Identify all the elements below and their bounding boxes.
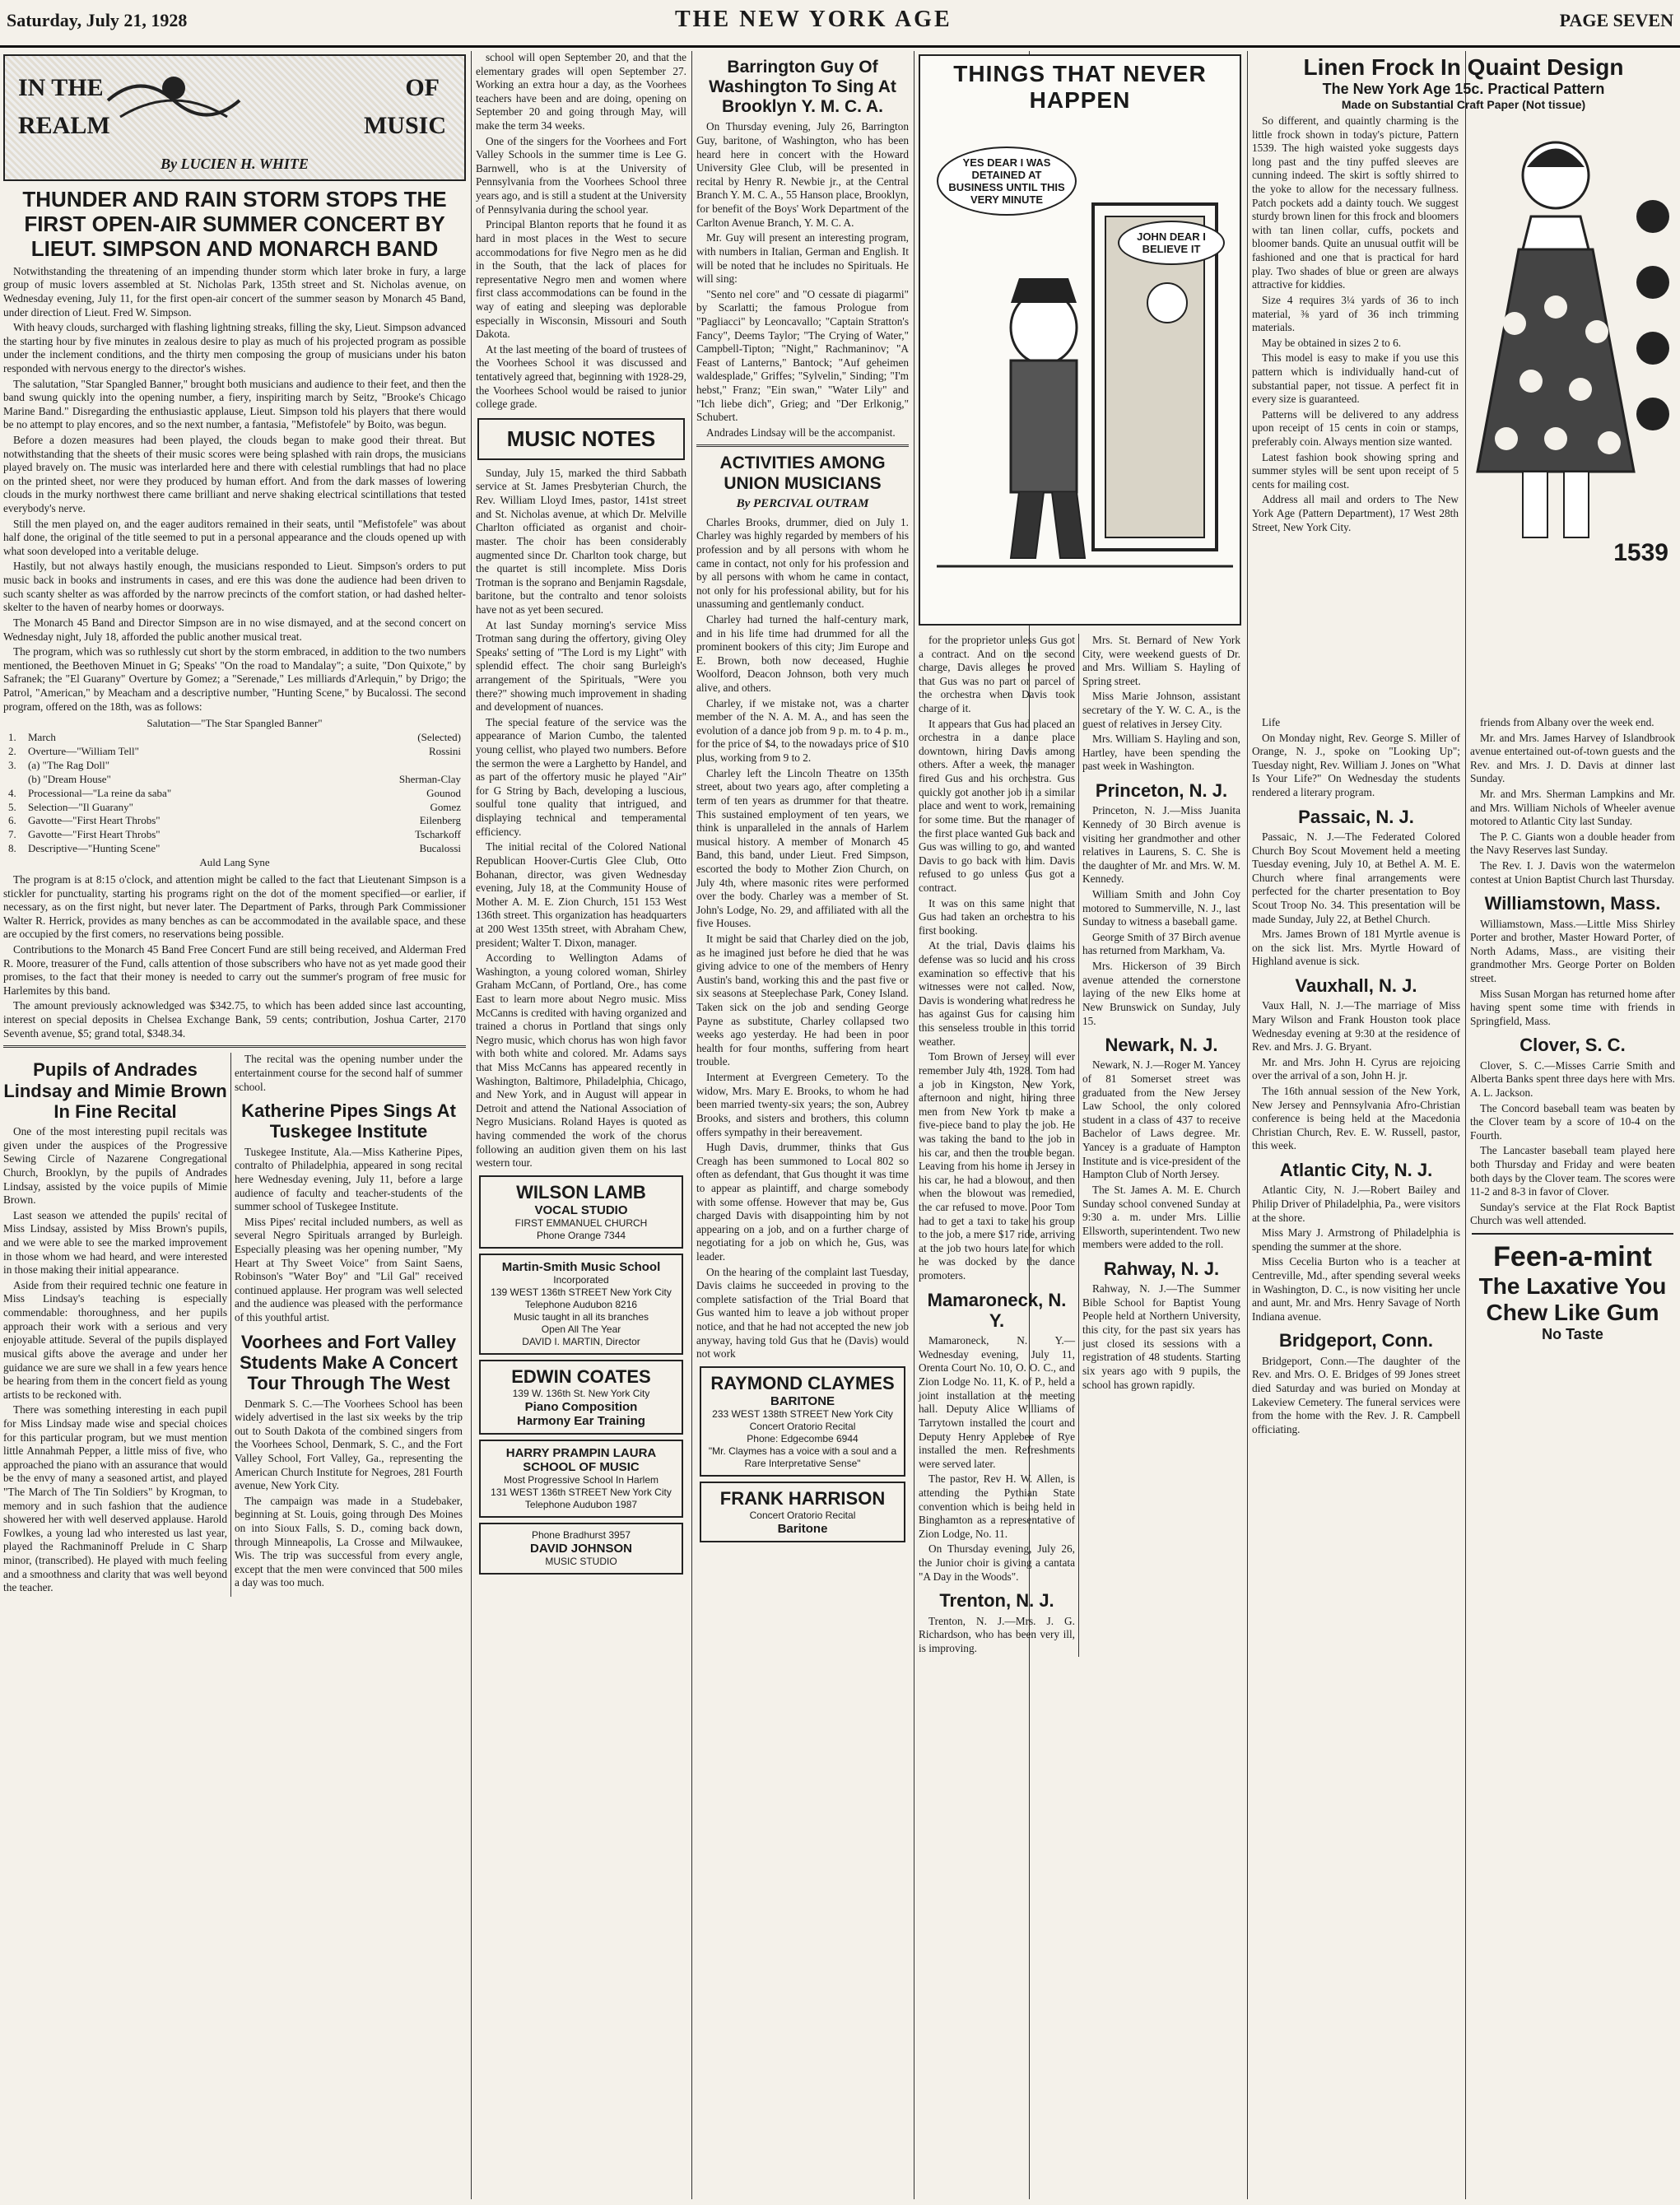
ad-name: Martin-Smith Music School: [501, 1259, 661, 1274]
frock-subtitle: The New York Age 15c. Practical Pattern: [1322, 81, 1605, 97]
frock-text: [1252, 114, 1459, 582]
article-paragraph: The salutation, "Star Spangled Banner," brought both musicians and audience to their feet, and then the band swung quickly into the opening number, a fiery, inspiriting march by Seitz, "Brooke's Chicago Marine Band." Disregarding the enthusiastic applause, Lieut. Simpson told his players that there would be no attempt to play encores, and so the next number, a fantasia, "Mefistofele" by Boito, was begun.: [3, 377, 466, 431]
column-4-text: [915, 634, 1078, 1657]
mamaroneck-headline: Mamaroneck, N. Y.: [927, 1289, 1067, 1331]
article-paragraph: Patterns will be delivered to any address upon receipt of 15 cents in coin or stamps, preferably coin. Always mention size wanted.: [1252, 407, 1459, 449]
princeton-headline: Princeton, N. J.: [1095, 780, 1228, 802]
article-paragraph: Clover, S. C.—Misses Carrie Smith and Alberta Banks spent three days here with Mrs. A. L. Jackson.: [1470, 1058, 1675, 1099]
column-rule: [1247, 51, 1248, 2199]
program-row: [8, 828, 461, 842]
article-paragraph: The special feature of the service was the appearance of Marion Cumbo, the talented young cellist, who played two numbers. Before the sermon the were a Larghetto by Handel, and as part of the offertory music he played "Air" for G String by Bach, developing a luscious, soulful tone quality that intrigued, and displaying technical and temperamental efficiency.: [476, 715, 686, 838]
program-composer: Gomez: [430, 800, 461, 813]
speech-bubble-wife: JOHN DEAR I BELIEVE IT: [1118, 221, 1225, 265]
ad-name: WILSON LAMB: [516, 1181, 646, 1203]
article-paragraph: Mr. and Mrs. John H. Cyrus are rejoicing over the arrival of a son, John H. jr.: [1252, 1055, 1460, 1082]
article-paragraph: Williamstown, Mass.—Little Miss Shirley Porter and brother, Master Howard Porter, of North Adams, Mass., are visiting their grandmother Mrs. George Porter on Bolden street.: [1470, 917, 1675, 985]
ad-director: DAVID I. MARTIN, Director: [522, 1335, 640, 1347]
ad-raymond-claymes: [700, 1366, 905, 1477]
cartoon-panel: [919, 54, 1241, 626]
article-paragraph: Mrs. Hickerson of 39 Birch avenue attended the cornerstone laying of the new Elks home at New Brunswick on Sunday, July 15.: [1082, 960, 1240, 1027]
program-row: [8, 731, 461, 745]
article-paragraph: On Monday night, Rev. George S. Miller of Orange, N. J., spoke on "Looking Up"; Tuesday night, Rev. William J. Jones on "What Is Your Life?" On Wednesday the students rendered a literary program.: [1252, 731, 1460, 799]
program-row: [8, 745, 461, 759]
article-paragraph: Miss Marie Johnson, assistant secretary of the Y. W. C. A., is the guest of relatives in Jersey City.: [1082, 690, 1240, 730]
article-paragraph: The amount previously acknowledged was $342.75, to which has been added since last accounting, interest on special deposits in Chelsea Exchange Bank, 59 cents; contribution, Joshua Carter, 2170 Seventh avenue, $5; grand total, $348.34.: [3, 999, 466, 1040]
article-paragraph: Miss Mary J. Armstrong of Philadelphia is spending the summer at the shore.: [1252, 1226, 1460, 1253]
article-paragraph: So different, and quaintly charming is the little frock shown in today's picture, Pattern 1539. The high waisted yoke suggests days long past and the tiny puffed sleeves are cunning indeed. The skirt is softly shirred to the yoke to allow for the necessary fullness. Patch pockets add a dainty touch. We suggest sturdy brown linen for this frock and bloomers with tan linen collar, cuffs, pockets and bloomer bands. Quite an unusual outfit will be fashioned and one that is practical for hard play. Two shades of blue or green are always attractive for kiddies.: [1252, 114, 1459, 291]
speech-bubble-husband: YES DEAR I WAS DETAINED AT BUSINESS UNTIL THIS VERY MINUTE: [937, 147, 1077, 216]
cartoon-drawing-icon: [920, 56, 1241, 616]
ad-tel: Phone: Edgecombe 6944: [747, 1432, 859, 1444]
article-paragraph: On Thursday evening, July 26, Barrington Guy, baritone, of Washington, who has been heard here in concert with the Howard University Glee Club, will be presented in recital by Henry R. Newbie jr., at the Central Branch Y. M. C. A., 55 Hanson place, Brooklyn, for benefit of the Boys' Work Department of the Carlton Avenue Branch, Y. M. C. A.: [696, 120, 909, 229]
program-row: [8, 814, 461, 828]
program-number: 1.: [8, 731, 16, 744]
program-composer: Sherman-Clay: [398, 772, 461, 785]
andrades-article-cont: [235, 1053, 463, 1094]
program-end: Auld Lang Syne: [199, 856, 270, 869]
article-paragraph: Sunday, July 15, marked the third Sabbath service at St. James Presbyterian Church, the Rev. William Lloyd Imes, pastor, 141st street and St. Nicholas avenue, at which Dr. Melville Charlton officiated as organist and choir-master. The choir has been considerably augmented since Dr. Charlton took charge, but the quartet is still incomplete. Miss Doris Trotman is the soprano and Benjamin Ragsdale, baritone, but the contralto and tenor soloists have not as yet been secured.: [476, 466, 686, 616]
article-paragraph: Principal Blanton reports that he found it as hard in most places in the West to secure accommodations for five Negro men as he did in the South, that the lack of places for representative Negro men and women where first class accommodations can be found in the way of eating and sleeping was deplorable especially in Wisconsin, Missouri and South Dakota.: [476, 218, 686, 341]
barrington-article: [696, 120, 909, 440]
ad-frank-harrison: [700, 1482, 905, 1542]
column-2: [472, 51, 690, 2199]
program-number: 4.: [8, 786, 16, 799]
article-paragraph: Mrs. St. Bernard of New York City, were weekend guests of Dr. and Mrs. William S. Hayling of Spring street.: [1082, 634, 1240, 687]
trenton-headline: Trenton, N. J.: [939, 1590, 1054, 1612]
article-paragraph: Mr. and Mrs. James Harvey of Islandbrook avenue entertained out-of-town guests and the Rev. and Mrs. J. D. Davis at dinner last Sunday.: [1470, 731, 1675, 785]
music-notes-header: MUSIC NOTES: [477, 418, 685, 460]
katherine-pipes-article: [235, 1146, 463, 1325]
ad-sub: VOCAL STUDIO: [534, 1203, 628, 1217]
williamstown-headline: Williamstown, Mass.: [1484, 893, 1661, 914]
clover-headline: Clover, S. C.: [1519, 1035, 1626, 1056]
ad-david-johnson: [479, 1523, 683, 1575]
barrington-headline: Barrington Guy Of Washington To Sing At Brooklyn Y. M. C. A.: [709, 58, 896, 117]
article-paragraph: At last Sunday morning's service Miss Trotman sang during the offertory, giving Oley Speaks' setting of "The Lord is my Light" with splendid effect. The choir sang Burleigh's arrangement of the Spirituals, "Were you there?" showing much improvement in shading and development of nuances.: [476, 618, 686, 714]
ad-wilson-lamb: [479, 1175, 683, 1249]
linen-frock-feature: [1249, 51, 1678, 709]
ad-brand: Feen-a-mint: [1493, 1241, 1652, 1273]
article-paragraph: Charley left the Lincoln Theatre on 135th street, about two years ago, after completing a term of ten years as drummer for that theatre. This sustained employment of ten years, we think is unparalleled in the annals of Harlem musical history. A member of Monarch 45 Band, this band, under Lieut. Fred Simpson, escorted the body to Mother Zion Church, on July 4th, where masonic rites were performed over the body. Charley was a member of St. John's Lodge, No. 29, and affiliated with all the five Houses.: [696, 766, 909, 930]
realm-line2a: REALM: [18, 112, 110, 139]
article-paragraph: Mrs. James Brown of 181 Myrtle avenue is on the sick list. Mrs. Myrtle Howard of Highland avenue is sick.: [1252, 928, 1460, 968]
jersey-notes: [1082, 634, 1240, 774]
article-paragraph: Mr. Guy will present an interesting program, with numbers in Italian, German and English. It will be noted that he includes no Spirituals. He will sing:: [696, 231, 909, 286]
ad-phone: Phone Orange 7344: [536, 1229, 626, 1241]
ad-name: FRANK HARRISON: [719, 1487, 886, 1509]
andrades-headline: Pupils of Andrades Lindsay and Mimie Brown In Fine Recital: [3, 1059, 227, 1122]
williamstown-article: [1470, 918, 1675, 1029]
ad-phone: Phone Bradhurst 3957: [531, 1528, 631, 1541]
article-paragraph: Mr. and Mrs. Sherman Lampkins and Mr. and Mrs. William Nichols of Wheeler avenue motored to Atlantic City last Sunday.: [1470, 788, 1675, 828]
program-number: [8, 773, 28, 787]
program-row: [8, 801, 461, 815]
activities-article: [696, 516, 909, 1361]
article-paragraph: The recital was the opening number under the entertainment course for the second half of summer school.: [235, 1053, 463, 1093]
program-number: 3.: [8, 758, 16, 771]
ad-tel: Telephone Audubon 8216: [524, 1298, 638, 1310]
article-paragraph: This model is easy to make if you use this pattern which is individually hand-cut of substantial paper, not tissue. A perfect fit in every size is guaranteed.: [1252, 351, 1459, 406]
ornament-icon: [104, 67, 244, 133]
ad-addr: 139 WEST 136th STREET New York City: [491, 1286, 672, 1298]
column-7: [1467, 716, 1678, 2198]
ad-line: Music taught in all its branches: [513, 1310, 649, 1323]
column-6: [1249, 716, 1464, 2198]
article-paragraph: The program, which was so ruthlessly cut short by the storm embraced, in addition to the two numbers mentioned, the Beethoven Minuet in G; Speaks' "On the road to Mandalay"; a suite, "Don Quixote," by Safranek; the "El Guarany" Overture by Gomez; a "Serenade," Les milliards d'Arlequin," by Drigo; the Patrol, "American," by Meacham and a descriptive number, "Hunting Scene," by Bucalossi. The second program, offered on the 18th, was as follows:: [3, 645, 466, 713]
article-paragraph: Passaic, N. J.—The Federated Colored Church Boy Scout Movement held a meeting Tuesday evening, July 10, at Bethel A. M. E. Church where final arrangements were perfected for the charter presentation to Boy Scout Troop No. 34. This presentation will be made Sunday, July 22, at Bethel Church.: [1252, 830, 1460, 925]
article-paragraph: The campaign was made in a Studebaker, beginning at St. Louis, going through Des Moines on into Sioux Falls, S. D., coming back down, through Minneapolis, La Crosse and Milwaukee, Wis. The trip was successful from every angle, except that the men were convinced that 500 miles a day was too much.: [235, 1494, 463, 1589]
program-piece: (b) "Dream House": [28, 772, 111, 785]
article-paragraph: It might be said that Charley died on the job, as he imagined just before he died that he was giving advice to one of the members of Henry Austin's band, working this and the past five or six seasons at Steeplechase Park, Coney Island. Taken sick on the job and sending George Payne as substitute, Charley collapsed two weeks ago yesterday. He had been in poor health for four months, suffering from heart trouble.: [696, 933, 909, 1068]
rahway-article: [1082, 1282, 1240, 1392]
column-rule: [691, 51, 692, 2199]
article-paragraph: Sunday's service at the Flat Rock Baptist Church was well attended.: [1470, 1200, 1675, 1227]
article-paragraph: Charley had turned the half-century mark, and in his life time had drummed for all the prominent bookers of this city; Jim Europe and E. Brown, both now deceased, Hughie Woolford, Deacon Johnson, both very much alive, and others.: [696, 612, 909, 695]
ad-sub: SCHOOL OF MUSIC: [523, 1459, 640, 1474]
girl-dress-icon: [1465, 118, 1675, 579]
realm-line2b: MUSIC: [363, 112, 446, 139]
ad-name: HARRY PRAMPIN LAURA: [505, 1445, 657, 1460]
program-row: [8, 773, 461, 787]
paper-name: THE NEW YORK AGE: [675, 7, 952, 32]
voorhees-continued: [476, 51, 686, 412]
article-paragraph: for the proprietor unless Gus got a contract. And on the second charge, Davis alleges he proved that Gus was no part or parcel of the orchestra when Davis took charge of it.: [919, 634, 1075, 715]
ad-line: Piano Composition: [524, 1399, 638, 1414]
column-5-text: [1078, 634, 1244, 1657]
ad-line: Harmony Ear Training: [517, 1413, 645, 1428]
article-paragraph: There was something interesting in each pupil for Miss Lindsay made wise and special choices for this particular program, but we must mention little Annahmah Pepper, a little miss of five, who approached the piano with an assurance that would be the envy of many a seasoned artist, and played "The March of The Tin Soldiers" by Krogman, to memory and in such fashion that the audience showered her with well deserved applause. Harold Fowlkes, a young lad who interested us last year, played the Rachmaninoff Prelude in C Sharp minor, (transcribed). He played with much feeling and a smoothness and clarity that was well beyond the teacher.: [3, 1403, 227, 1594]
article-paragraph: Notwithstanding the threatening of an impending thunder storm which later broke in fury, a large group of music lovers assembled at St. Nicholas Park, 135th street and St. Nicholas avenue, on Wednesday evening, July 11, for the first open-air concert of the summer season by Monarch 45 Band, under direction of Lieut. Fred W. Simpson.: [3, 264, 466, 319]
ad-sub: Baritone: [777, 1521, 828, 1536]
passaic-article: [1252, 830, 1460, 969]
activities-headline: ACTIVITIES AMONG UNION MUSICIANS: [719, 454, 886, 493]
frock-title: Linen Frock In Quaint Design: [1303, 54, 1624, 80]
princeton-article: [1082, 804, 1240, 1028]
article-paragraph: Vaux Hall, N. J.—The marriage of Miss Mary Wilson and Frank Houston took place Wednesday evening at 9:30 at the residence of Rev. and Mrs. J. G. Bryant.: [1252, 999, 1460, 1054]
ad-name: DAVID JOHNSON: [530, 1541, 632, 1556]
program-composer: [362, 759, 461, 773]
article-paragraph: Newark, N. J.—Roger M. Yancey of 81 Somerset street was graduated from the New Jersey Law School, the only colored student in a class of 437 to receive Bachelor of Laws degree. Mr. Yancey is a graduate of Hampton Institute and is vice-president of the Hampton Club of North Jersey.: [1082, 1058, 1240, 1181]
ad-name: RAYMOND CLAYMES: [710, 1372, 895, 1393]
program-number: 6.: [8, 814, 16, 827]
ad-sub: Incorporated: [553, 1273, 609, 1286]
issue-date: Saturday, July 21, 1928: [7, 10, 188, 30]
newark-headline: Newark, N. J.: [1105, 1035, 1218, 1056]
article-paragraph: Hugh Davis, drummer, thinks that Gus Creagh has been summoned to Local 802 so often as defendant, that Gus thought it was time to appear as plaintiff, and charge somebody with some offense. However that may be, Gus charged Davis with disappointing him by not appearing on a job, and on a further charge of negotiating for a job on which he, Gus, was leader.: [696, 1141, 909, 1263]
thunder-article-cont: [3, 873, 466, 1040]
article-paragraph: According to Wellington Adams of Washington, a young colored woman, Shirley Graham McCann, of Portland, Ore., has come East to learn more about Negro music. Miss McCanns is credited with having organized and trained a chorus in Portland that sings only Negro music, which chorus has won high favor with both white and colored. Mr. Adams says that Miss McCanns has appeared recently in Washington, Baltimore, Philadelphia, Chicago, and New York, and in August will appear in Detroit and attend the National Association of Negro Musicians. Roland Hayes is quoted as having commended the work of the chorus following an audition given them on his last western tour.: [476, 951, 686, 1170]
article-paragraph: Princeton, N. J.—Miss Juanita Kennedy of 30 Birch avenue is visiting her grandmother and other relatives in Laurens, S. C. She is the daughter of Mr. and Mrs. W. M. Kennedy.: [1082, 804, 1240, 886]
realm-byline: By LUCIEN H. WHITE: [161, 156, 309, 172]
ad-slogan: The Laxative You Chew Like Gum: [1478, 1273, 1667, 1326]
voorhees-article: [235, 1398, 463, 1591]
article-paragraph: Interment at Evergreen Cemetery. To the widow, Mrs. Mary E. Brooks, to whom he had been married twenty-six years; the son, Aubrey Brooks, and sisters and brothers, this column offers sympathy in their bereavement.: [696, 1071, 909, 1138]
music-notes-article: [476, 467, 686, 1170]
atlantic-city-article: [1252, 1184, 1460, 1323]
voorhees-headline: Voorhees and Fort Valley Students Make A Concert Tour Through The West: [240, 1331, 458, 1394]
atlantic-city-headline: Atlantic City, N. J.: [1279, 1160, 1433, 1181]
program-number: 8.: [8, 842, 16, 855]
article-paragraph: May be obtained in sizes 2 to 6.: [1262, 336, 1402, 349]
column-rule: [471, 51, 472, 2199]
article-paragraph: The Monarch 45 Band and Director Simpson are in no wise dismayed, and at the second concert on Wednesday night, July 18, afforded the public another musical treat.: [3, 616, 466, 643]
program-piece: Descriptive—"Hunting Scene": [28, 842, 161, 855]
katherine-pipes-headline: Katherine Pipes Sings At Tuskegee Institute: [241, 1100, 456, 1142]
article-paragraph: "Sento nel core" and "O cessate di piagarmi" by Scarlatti; the famous Prologue from "Pagliacci" by Leoncavallo; "Captain Stratton's Fancy", Deems Taylor; "The Crying of Water," Campbell-Tipton; "Night," Rachmaninov; "A Feast of Lanterns," Bantock; "Auf geheimen waldesplade," Griffes; "Sylvelin," Sinding; "I'm hebst," Franz; "Ein swan," "Water Lily" and "Ich liebe dich", Grieg; and "Der Erlkonig," Schubert.: [696, 287, 909, 424]
program-row: [8, 759, 461, 773]
program-number: 7.: [8, 828, 16, 841]
article-paragraph: One of the most interesting pupil recitals was given under the auspices of the Progressive Sewing Circle of Nazarene Congregational Church, Brooklyn, by the pupils of Andrades Lindsay, assisted by the voice pupils of Mimie Brown.: [3, 1125, 227, 1207]
article-paragraph: One of the singers for the Voorhees and Fort Valley Schools in the summer time is Lee G. Barnwell, who is at the University of Pennsylvania from the Voorhees School three years ago, and is still a student at the University of Pennsylvania during the school year.: [476, 134, 686, 216]
program-piece: (a) "The Rag Doll": [28, 758, 110, 771]
divider: [696, 444, 909, 447]
bridgeport-article: [1252, 1355, 1460, 1437]
passaic-headline: Passaic, N. J.: [1298, 806, 1414, 827]
article-paragraph: Tom Brown of Jersey will ever remember July 4th, 1928. Tom had a job in Kingston, New York, afternoon and night, hiring three men from New York to make a five-piece band to play the job. He was taking the band to the job in his car, and then the trouble began. Leaving from his home in Jersey in his car, he had a blowout, and then when the blowout was remedied, the car refused to move. Poor Tom had to get a taxi to take his group to the job, a mere $17 ride, arriving at the job two hours late for which he was docked by the dance promoters.: [919, 1050, 1075, 1282]
article-paragraph: Last season we attended the pupils' recital of Miss Lindsay, assisted by Miss Brown's pupils, and we were able to see the marked improvement in those whom we had heard, and were interested in those making their initial appearance.: [3, 1208, 227, 1277]
article-paragraph: Life: [1262, 716, 1281, 728]
article-paragraph: Size 4 requires 3¼ yards of 36 to inch material, ⅜ yard of 36 inch trimming materials.: [1252, 293, 1459, 334]
program-composer: Bucalossi: [419, 842, 461, 855]
ad-quote: "Mr. Claymes has a voice with a soul and a Rare Interpretative Sense": [708, 1444, 897, 1469]
article-paragraph: Contributions to the Monarch 45 Band Free Concert Fund are still being received, and Alderman Fred R. Moore, treasurer of the Fund, calls attention of those subscribers who have not as yet made good their promises, to the fact that their money is needed to carry out the summer's program of free music for Harlemites by this band.: [3, 943, 466, 997]
article-paragraph: William Smith and John Coy motored to Summerville, N. J., last Sunday to witness a baseball game.: [1082, 888, 1240, 928]
article-paragraph: It was on this same night that Gus had taken an orchestra to his first booking.: [919, 896, 1075, 937]
program-title: Salutation—"The Star Spangled Banner": [147, 717, 323, 730]
frock-illustration: [1465, 118, 1675, 579]
ad-tagline: No Taste: [1542, 1326, 1603, 1343]
andrades-article: [3, 1125, 227, 1595]
article-paragraph: Trenton, N. J.—Mrs. J. G. Richardson, who has been very ill, is improving.: [919, 1614, 1075, 1654]
program-piece: Selection—"Il Guarany": [28, 800, 133, 813]
article-paragraph: On the hearing of the complaint last Tuesday, Davis claims he succeeded in proving to the complete satisfaction of the Trial Board that Gus wanted him to leave a job without proper notice, and that he had not accepted the new job anyway, having told Gus that he (Davis) would not work: [696, 1265, 909, 1361]
frock-subtitle-2: Made on Substantial Craft Paper (Not tissue): [1341, 98, 1586, 111]
article-paragraph: Charley, if we mistake not, was a charter member of the N. A. M. A., and has seen the evolution of a dance job from 9 p. m. to 4 p. m., for the price of $4, to the nowadays price of $10 plus, working from 9 to 2.: [696, 696, 909, 765]
article-paragraph: The Lancaster baseball team played here both Thursday and Friday and were beaten both days by the Clover team. The scores were 11-2 and 8-3 in favor of Clover.: [1470, 1144, 1675, 1198]
ad-prampin: [479, 1440, 683, 1518]
program-composer: Tscharkoff: [415, 828, 461, 841]
article-paragraph: Bridgeport, Conn.—The daughter of the Rev. and Mrs. O. E. Bridges of 99 Jones street died Saturday and was buried on Monday at Lakeview Cemetery. The funeral services were from the home with the Rev. J. R. Campbell officiating.: [1252, 1354, 1460, 1435]
vauxhall-headline: Vauxhall, N. J.: [1295, 975, 1417, 997]
column-3: [693, 51, 912, 2199]
article-paragraph: It appears that Gus had placed an orchestra in a dance place downtown, hiring Davis among others. After a week, the manager fired Gus and his orchestra. Gus quickly got another job in a similar place and went to work, remaining for some time. But the manager of the first place wanted Gus back and Gus was willing to go, and wanted Davis to go back with him. Davis refused to go unless Gus got a contract.: [919, 717, 1075, 894]
article-paragraph: Rahway, N. J.—The Summer Bible School for Baptist Young People held at Northern University, this city, for the past six years has just closed its sessions with a registration of 48 students. Starting six years ago with 9 pupils, the school has grown rapidly.: [1082, 1282, 1240, 1391]
trenton-article: [919, 1615, 1075, 1656]
ad-edwin-coates: [479, 1360, 683, 1435]
column-1: [0, 51, 469, 2199]
article-paragraph: At the trial, Davis claims his defense was so lucid and his cross examination so effective that his witnesses were not called. Now, Davis is wondering what redress he has against Gus for causing him this senseless trouble in this torrid weather.: [919, 939, 1075, 1048]
page-number: PAGE SEVEN: [1559, 10, 1673, 30]
ad-addr: 131 WEST 136th STREET New York City: [491, 1486, 672, 1498]
article-paragraph: Latest fashion book showing spring and summer styles will be sent upon receipt of 5 cents for mailing cost.: [1252, 450, 1459, 491]
article-paragraph: school will open September 20, and that the elementary grades will open September 27. Working an extra hour a day, as the Voorhees teachers have been and are doing, opening on September 20 and going through May, will make the term 34 weeks.: [476, 51, 686, 133]
column-4-5-lower: [915, 634, 1245, 2198]
ad-line: Concert Oratorio Recital: [749, 1420, 856, 1432]
article-paragraph: Miss Pipes' recital included numbers, as well as several Negro Spirituals arranged by Burleigh. Especially pleasing was her opening number, "My Heart at Thy Sweet Voice" from Saint Saens, Robinson's "Water Boy" and "Lil Gal" received continued applause. Her program was well selected and the audience was pleased with the performance of this youthful artist.: [235, 1215, 463, 1324]
article-paragraph: Miss Susan Morgan has returned home after having spent some time with friends in Springfield, Mass.: [1470, 987, 1675, 1027]
program-piece: March: [28, 731, 56, 744]
ad-line: Most Progressive School In Harlem: [503, 1473, 659, 1486]
ad-line: Concert Oratorio Recital: [749, 1509, 856, 1521]
article-paragraph: The pastor, Rev H. W. Allen, is attending the Pythian State convention which is being held in Binghamton as a representative of Zion Lodge, No. 11.: [919, 1472, 1075, 1540]
ad-addr: 139 W. 136th St. New York City: [512, 1387, 650, 1399]
article-paragraph: Denmark S. C.—The Voorhees School has been widely advertised in the last six weeks by the trip out to South Dakota of the combined singers from the Voorhees School, Denmark, S. C., and the Fort Valley School, Fort Valley, Ga., representing the American Church Institute for Negroes, 281 Fourth avenue, New York City.: [235, 1397, 463, 1492]
column-7-text: [1470, 716, 1675, 886]
program-piece: Gavotte—"First Heart Throbs": [28, 814, 161, 827]
activities-continued: [919, 634, 1075, 1283]
program-composer: Rossini: [428, 744, 461, 757]
program-row: [8, 787, 461, 801]
article-paragraph: George Smith of 37 Birch avenue has returned from Markham, Va.: [1082, 930, 1240, 957]
article-paragraph: Address all mail and orders to The New York Age (Pattern Department), 17 West 28th Street, New York City.: [1252, 493, 1459, 533]
article-paragraph: The St. James A. M. E. Church Sunday school convened Sunday at 9:30 a. m. under Mrs. Lillie Ellsworth, superintendent. Two new members were added to the roll.: [1082, 1183, 1240, 1251]
program-composer: Eilenberg: [419, 814, 461, 827]
bridgeport-headline: Bridgeport, Conn.: [1279, 1330, 1433, 1351]
pattern-number: 1539: [1613, 539, 1668, 566]
program-composer: Gounod: [426, 786, 461, 799]
ad-addr: 233 WEST 138th STREET New York City: [712, 1407, 893, 1420]
realm-line1b: OF: [405, 74, 440, 101]
program-number: 2.: [8, 744, 16, 757]
article-paragraph: The P. C. Giants won a double header from the Navy Reserves last Sunday.: [1470, 830, 1675, 857]
program-row: [8, 842, 461, 856]
ad-sub: MUSIC STUDIO: [545, 1555, 617, 1567]
article-paragraph: Aside from their required technic one feature in Miss Lindsay's teaching is especially commendable: thoroughness, and her pupils approach their work with a serious and very enjoyable attitude. Several of the pupils displayed musical gifts above the average and under her guidance we are sure we shall in a few years hence be hearing from them in the concert field as young artists to be reckoned with.: [3, 1278, 227, 1401]
ad-addr: FIRST EMMANUEL CHURCH: [514, 1216, 648, 1229]
article-paragraph: Miss Cecelia Burton who is a teacher at Centreville, Md., after spending several weeks in Washington, D. C., is now visiting her uncle and aunt, Mr. and Mrs. Henry Savage of North Indiana avenue.: [1252, 1255, 1460, 1323]
article-paragraph: The Rev. I. J. Davis won the watermelon contest at Union Baptist Church last Thursday.: [1470, 859, 1675, 886]
mamaroneck-article: [919, 1334, 1075, 1584]
cartoon-title: THINGS THAT NEVER HAPPEN: [953, 61, 1207, 113]
article-paragraph: The initial recital of the Colored National Republican Hoover-Curtis Glee Club, Otto Bohanan, director, was given Wednesday evening, July 18, at the Community House of Mother A. M. E. Zion Church, 151 153 West 136th street. This organization has headquarters at 200 West 135th street, with Abraham Chew, president; Walter T. Dixon, manager.: [476, 840, 686, 949]
ad-name: EDWIN COATES: [511, 1365, 651, 1387]
ad-line: Open All The Year: [541, 1323, 621, 1335]
article-paragraph: Tuskegee Institute, Ala.—Miss Katherine Pipes, contralto of Philadelphia, appeared in song recital here Wednesday evening, July 11, before a large audience of faculty and teacher-students of the summer school of Tuskegee Institute.: [235, 1145, 463, 1213]
ad-sub: BARITONE: [770, 1393, 835, 1408]
thunder-article: [3, 265, 466, 714]
article-paragraph: Mrs. William S. Hayling and son, Hartley, have been spending the past week in Washington.: [1082, 733, 1240, 773]
article-paragraph: Andrades Lindsay will be the accompanist.: [706, 426, 896, 439]
ad-tel: Telephone Audubon 1987: [524, 1498, 638, 1510]
cartoon-area: [915, 51, 1245, 627]
article-paragraph: Before a dozen measures had been played, the clouds began to make good their threat. But notwithstanding that the sheets of their music scores were being splashed with rain drops, the musicians played bravely on. The music was interlarded here and there with celestial rumblings that had no place on the printed sheet, nor were they produced by human effort. And from the dark masses of lowering clouds in the murky northwest there came brilliant and nerve shaking electrical scintillations that tested everybody's nerve.: [3, 433, 466, 515]
program-composer: (Selected): [417, 731, 461, 744]
program-piece: Gavotte—"First Heart Throbs": [28, 828, 161, 841]
activities-byline: By PERCIVAL OUTRAM: [736, 496, 869, 510]
article-paragraph: friends from Albany over the week end.: [1480, 716, 1654, 728]
newark-article: [1082, 1058, 1240, 1252]
rahway-headline: Rahway, N. J.: [1103, 1258, 1220, 1279]
article-paragraph: The Concord baseball team was beaten by the Clover team by a score of 10-4 on the Fourth.: [1470, 1101, 1675, 1142]
realm-of-music-header: [3, 54, 466, 181]
article-paragraph: Mamaroneck, N. Y.—Wednesday evening, July 11, Orenta Court No. 10, O. O. C., and Zion Lodge No. 11, K. of P., held a joint installation at the meeting hall. Deputy Alice Williams of Tarrytown installed the court and Deputy Henry Applebee of Rye installed the men. Refreshments were served later.: [919, 1334, 1075, 1470]
ad-feen-a-mint: [1472, 1233, 1673, 1350]
realm-line1a: IN THE: [18, 74, 104, 101]
program-piece: Processional—"La reine da saba": [28, 786, 172, 799]
article-paragraph: The program is at 8:15 o'clock, and attention might be called to the fact that Lieutenant Simpson is a stickler for punctuality, starting his programs right on the dot of the moment specified—or earlier, if necessary, as on the first night, but never later. The Department of Parks, through Park Commissioner Walter R. Herrick, provides as many benches as can be accommodated in the available space, and these are occupied by the first comers, no reservations being possible.: [3, 872, 466, 941]
thunder-headline: THUNDER AND RAIN STORM STOPS THE FIRST OPEN-AIR SUMMER CONCERT BY LIEUT. SIMPSON AND MONARCH BAND: [22, 187, 447, 261]
article-paragraph: The 16th annual session of the New York, New Jersey and Pennsylvania Afro-Christian conference is being held at the Macedonia Christian Church, Rev. E. W. Russell, pastor, this week.: [1252, 1085, 1460, 1152]
masthead: [0, 0, 1680, 48]
program-piece: Overture—"William Tell": [28, 744, 139, 757]
vauxhall-article: [1252, 999, 1460, 1153]
ad-martin-smith: [479, 1254, 683, 1355]
article-paragraph: Hastily, but not always hastily enough, the musicians responded to Lieut. Simpson's orders to put music back in books and instruments in cases, and ere this was done the audience had been driven to such scanty shelter as was afforded by the narrow precincts of the comfort station, or had dashed helter-skelter to the haven of nearby homes or doorways.: [3, 560, 466, 614]
article-paragraph: On Thursday evening, July 26, the Junior choir is giving a cantata "A Day in the Woods".: [919, 1542, 1075, 1583]
article-paragraph: At the last meeting of the board of trustees of the Voorhees School it was discussed and tentatively agreed that, beginning with 1928-29, the Voorhees School would be raised to junior college grade.: [476, 342, 686, 411]
article-paragraph: Still the men played on, and the eager auditors remained in their seats, until "Mefistofele" was about half done, the original of the title seemed to put in a personal appearance and the clouds opened up with what soon developed into a veritable deluge.: [3, 517, 466, 557]
divider: [3, 1045, 466, 1048]
column-6-text: [1252, 716, 1460, 800]
article-paragraph: Atlantic City, N. J.—Robert Bailey and Philip Driver of Philadelphia, Pa., were visitors at the shore.: [1252, 1184, 1460, 1224]
clover-article: [1470, 1059, 1675, 1228]
program-number: 5.: [8, 800, 16, 813]
article-paragraph: Charles Brooks, drummer, died on July 1. Charley was highly regarded by members of his profession and by all persons with whom he came in contact, not only for his profession and by all persons with whom he came in contact, not only for his professional ability, but for his unassuming and gentlemanly conduct.: [696, 515, 909, 611]
program-list: [8, 717, 461, 870]
article-paragraph: With heavy clouds, surcharged with flashing lightning streaks, filling the sky, Lieut. Simpson advanced the starting hour by five minutes in zealous desire to play as much of his projected program as possible under the inclement conditions, and the thirty men composing the group of musicians under his baton responded with nervous energy to the director's wishes.: [3, 321, 466, 374]
